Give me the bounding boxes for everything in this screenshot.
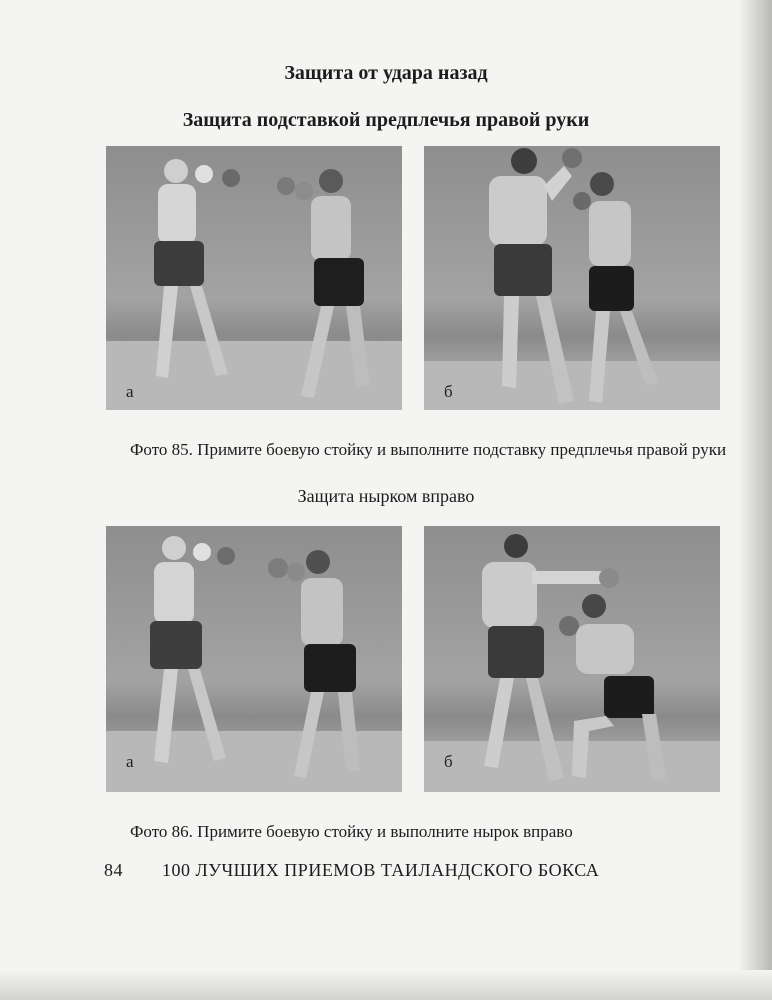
photo-85b-figures xyxy=(424,146,720,410)
photo-86a-label: а xyxy=(126,752,134,771)
photo-86b xyxy=(424,526,720,792)
photo-85a-label: а xyxy=(126,382,134,401)
photo-86a xyxy=(106,526,402,792)
running-footer-title: 100 ЛУЧШИХ ПРИЕМОВ ТАИЛАНДСКОГО БОКСА xyxy=(162,860,600,880)
caption-86: Фото 86. Примите боевую стойку и выполните нырок вправо xyxy=(130,822,573,841)
page-number: 84 xyxy=(104,860,123,880)
caption-85: Фото 85. Примите боевую стойку и выполните подставку предплечья правой руки xyxy=(130,440,727,459)
photo-85a-figures xyxy=(106,146,402,410)
photo-86a-figures xyxy=(106,526,402,792)
page-title: Защита от удара назад xyxy=(284,62,488,84)
photo-85a xyxy=(106,146,402,410)
photo-85b xyxy=(424,146,720,410)
photo-86b-label: б xyxy=(444,752,453,771)
scan-shadow-bottom xyxy=(0,970,772,1000)
photo-86b-figures xyxy=(424,526,720,792)
section2-heading: Защита нырком вправо xyxy=(297,486,475,506)
photo-85b-label: б xyxy=(444,382,453,401)
section1-heading: Защита подставкой предплечья правой руки xyxy=(182,109,590,131)
